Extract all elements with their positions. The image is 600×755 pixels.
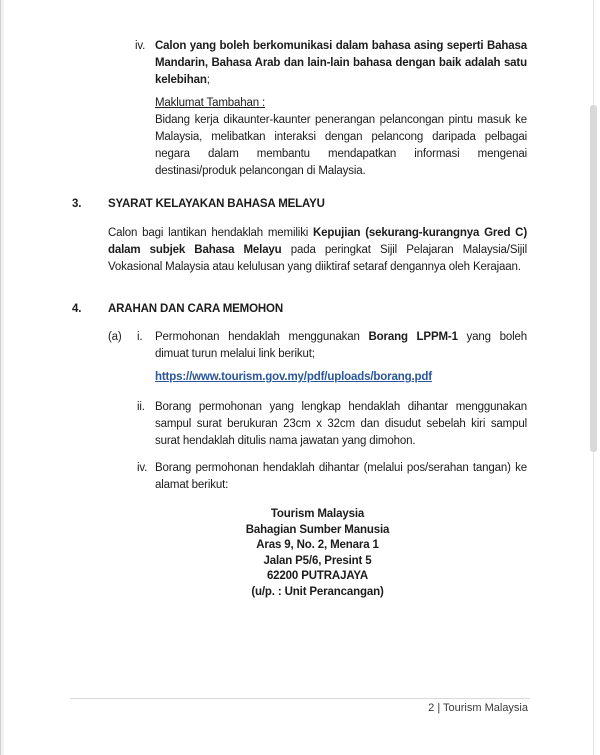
address-line: Aras 9, No. 2, Menara 1 xyxy=(256,539,379,551)
list-marker-alpha: (a) xyxy=(108,331,122,343)
section-title: SYARAT KELAYAKAN BAHASA MELAYU xyxy=(108,198,325,210)
section-4-heading xyxy=(72,301,527,318)
section-number: 4. xyxy=(72,303,82,315)
additional-info-block xyxy=(155,95,527,180)
mailing-address-block xyxy=(108,507,527,600)
page-left-edge-shade xyxy=(1,0,4,755)
section-3 xyxy=(72,196,527,276)
section-3-paragraph xyxy=(108,225,527,276)
address-line: Tourism Malaysia xyxy=(270,508,365,520)
list-marker: iv. xyxy=(137,462,148,474)
item-i-suffix: yang boleh dimuat turun melalui link berikut; xyxy=(155,331,527,360)
item-i-prefix: Permohonan hendaklah menggunakan xyxy=(155,331,369,343)
address-line: (u/p. : Unit Perancangan) xyxy=(251,585,384,598)
additional-info-heading: Maklumat Tambahan : xyxy=(155,97,266,109)
address-line: 62200 PUTRAJAYA xyxy=(266,570,369,582)
para-suffix: pada peringkat Sijil Pelajaran Malaysia/Sijil Vokasional Malaysia atau kelulusan yang diiktiraf setaraf dengannya oleh Kerajaan. xyxy=(108,244,527,273)
intro-suffix: ; xyxy=(206,74,210,86)
list-marker: iv. xyxy=(135,40,146,52)
list-item-text: Borang permohonan yang lengkap hendaklah dihantar menggunakan sampul surat berukuran 23cm x 32cm dan disudut sebelah kiri sampul surat hendaklah ditulis nama jawatan yang dimohon. xyxy=(155,401,527,447)
list-item-text xyxy=(155,329,527,363)
item-i-bold: Borang LPPM-1 xyxy=(368,331,458,343)
section-number: 3. xyxy=(72,198,82,210)
list-marker: i. xyxy=(137,331,143,343)
list-item-ii xyxy=(108,399,527,450)
borang-pdf-link[interactable]: https://www.tourism.gov.my/pdf/uploads/borang.pdf xyxy=(155,371,432,383)
list-marker-spacer xyxy=(108,399,137,450)
additional-info-body: Bidang kerja dikaunter-kaunter penerangan pelancongan pintu masuk ke Malaysia, melibatkan interaksi dengan pelancong daripada pelbagai negara dalam membantu mendapatkan informasi mengenai destinasi/produk pelancongan di Malaysia. xyxy=(155,114,527,177)
intro-bold-text: Calon yang boleh berkomunikasi dalam bahasa asing seperti Bahasa Mandarin, Bahasa Arab dan lain-lain bahasa dengan baik adalah satu kelebihan xyxy=(155,40,527,86)
list-item-text xyxy=(155,38,527,89)
para-bold: Kepujian (sekurang-kurangnya Gred C) dalam subjek Bahasa Melayu xyxy=(108,227,527,256)
footer-divider xyxy=(70,698,530,699)
list-marker-spacer xyxy=(108,460,137,494)
address-line: Bahagian Sumber Manusia xyxy=(245,523,390,536)
list-item-a-i xyxy=(108,329,527,363)
download-link-line xyxy=(155,369,527,386)
address-line: Jalan P5/6, Presint 5 xyxy=(263,554,372,567)
scrollbar-thumb[interactable] xyxy=(590,105,597,452)
section-3-heading xyxy=(72,196,527,213)
para-prefix: Calon bagi lantikan hendaklah memiliki xyxy=(108,227,314,239)
section-title: ARAHAN DAN CARA MEMOHON xyxy=(108,303,284,315)
footer-page-label: 2 | Tourism Malaysia xyxy=(428,702,528,714)
list-item-text: Borang permohonan hendaklah dihantar (melalui pos/serahan tangan) ke alamat berikut: xyxy=(155,462,527,491)
list-marker: ii. xyxy=(137,401,145,413)
section-4 xyxy=(72,301,527,600)
list-item-iv xyxy=(108,460,527,494)
list-item-intro-iv xyxy=(135,38,527,89)
